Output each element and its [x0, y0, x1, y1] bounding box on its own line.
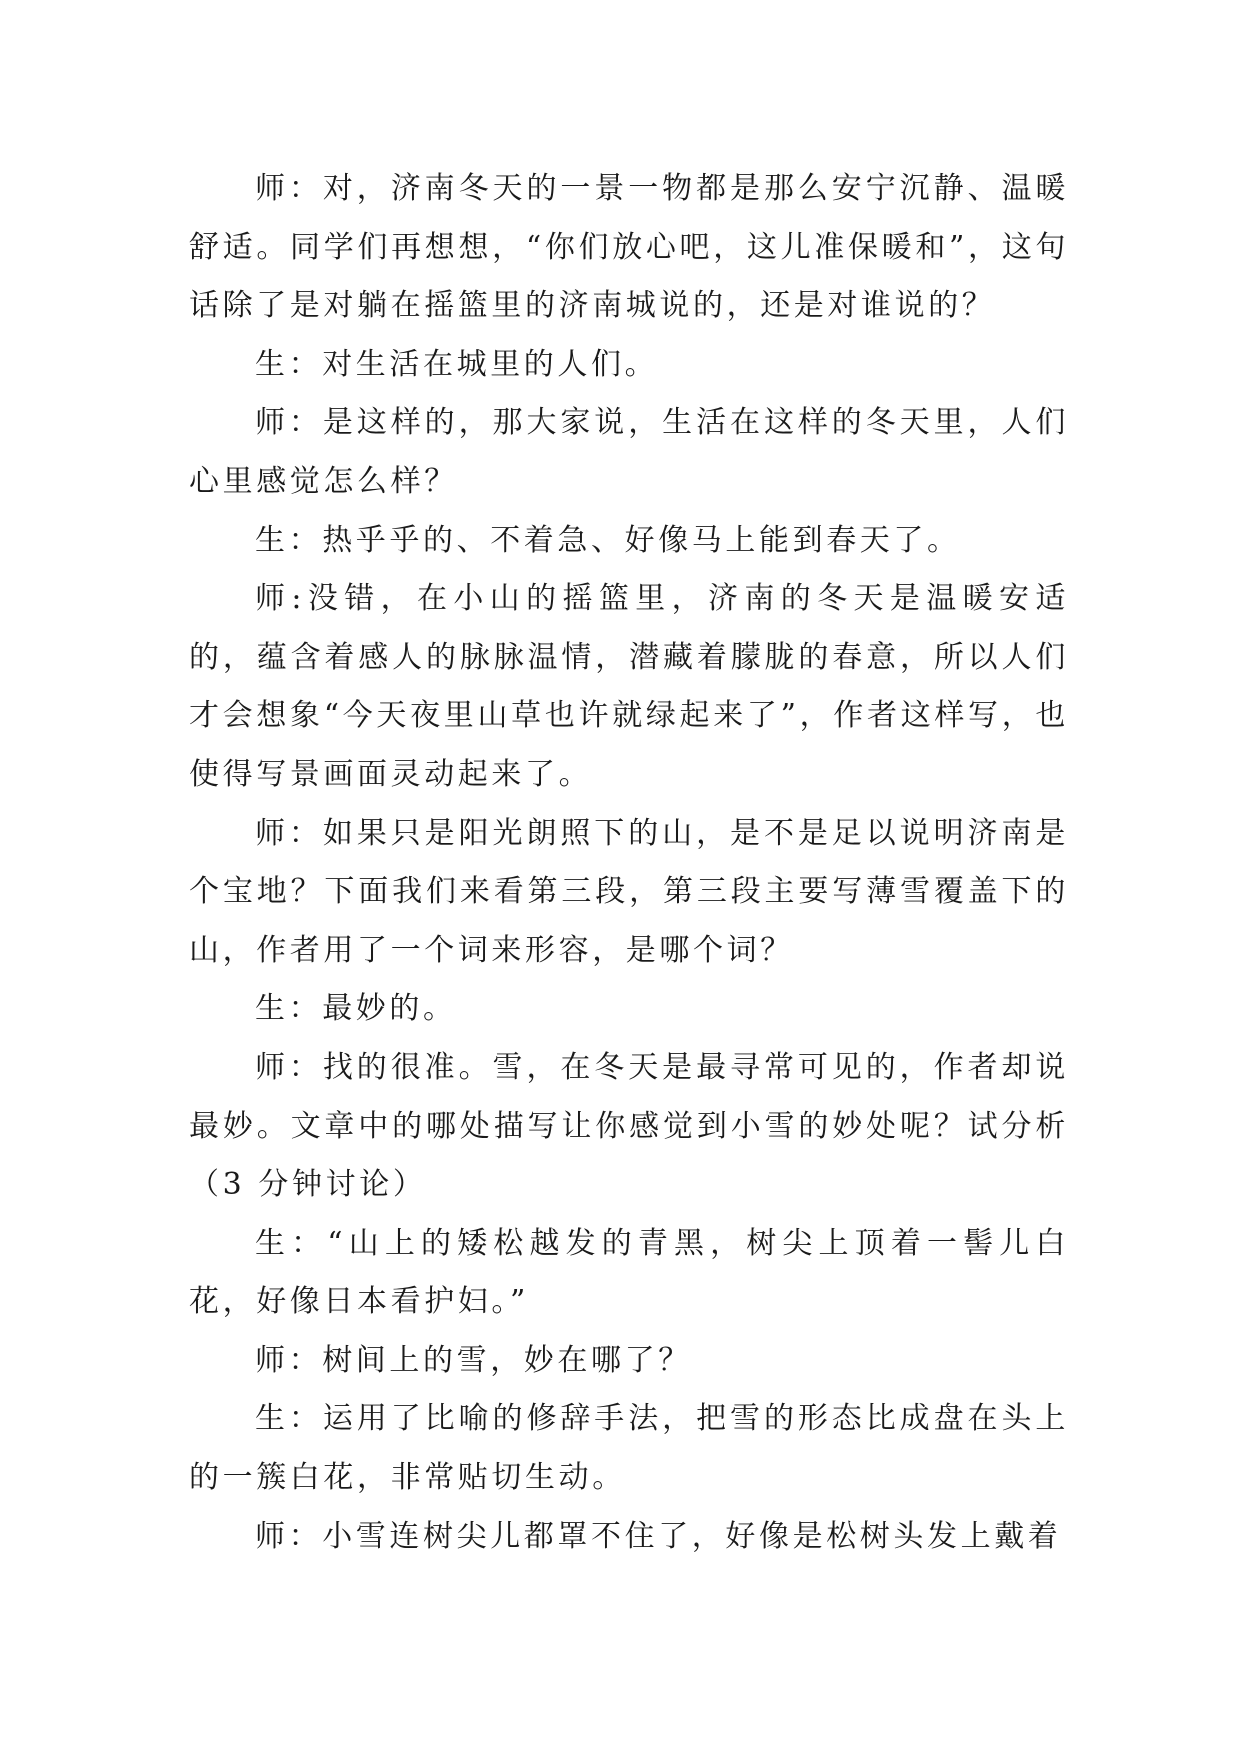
paragraph: 生：最妙的。	[255, 991, 457, 1027]
paragraph: 生：热乎乎的、不着急、好像马上能到春天了。	[255, 522, 961, 558]
paragraph: 师：树间上的雪，妙在哪了？	[255, 1342, 692, 1378]
paragraph: 师：是这样的，那大家说，生活在这样的冬天里，人们心里感觉怎么样？	[189, 405, 1069, 499]
paragraph: 生：“山上的矮松越发的青黑，树尖上顶着一髻儿白花，好像日本看护妇。”	[189, 1225, 1069, 1320]
paragraph: 师：如果只是阳光朗照下的山，是不是足以说明济南是个宝地？下面我们来看第三段，第三段主要写薄雪覆盖下的山，作者用了一个词来形容，是哪个词？	[189, 815, 1069, 968]
paragraph: 生：对生活在城里的人们。	[255, 346, 659, 382]
paragraph: 师：对，济南冬天的一景一物都是那么安宁沉静、温暖舒适。同学们再想想，“你们放心吧，这儿准保暖和”，这句话除了是对躺在摇篮里的济南城说的，还是对谁说的？	[189, 171, 1069, 324]
paragraph: 师：小雪连树尖儿都罩不住了，好像是松树头发上戴着	[255, 1518, 1062, 1554]
paragraph: 生：运用了比喻的修辞手法，把雪的形态比成盘在头上的一簇白花，非常贴切生动。	[189, 1401, 1069, 1496]
paragraph: 师：找的很准。雪，在冬天是最寻常可见的，作者却说最妙。文章中的哪处描写让你感觉到小雪的妙处呢？试分析（3 分钟讨论）	[189, 1049, 1069, 1203]
paragraph: 师:没错，在小山的摇篮里，济南的冬天是温暖安适的，蕴含着感人的脉脉温情，潜藏着朦胧的春意，所以人们才会想象“今天夜里山草也许就绿起来了”，作者这样写，也使得写景画面灵动起来了。	[189, 581, 1069, 792]
dialogue-body	[189, 160, 1069, 1566]
